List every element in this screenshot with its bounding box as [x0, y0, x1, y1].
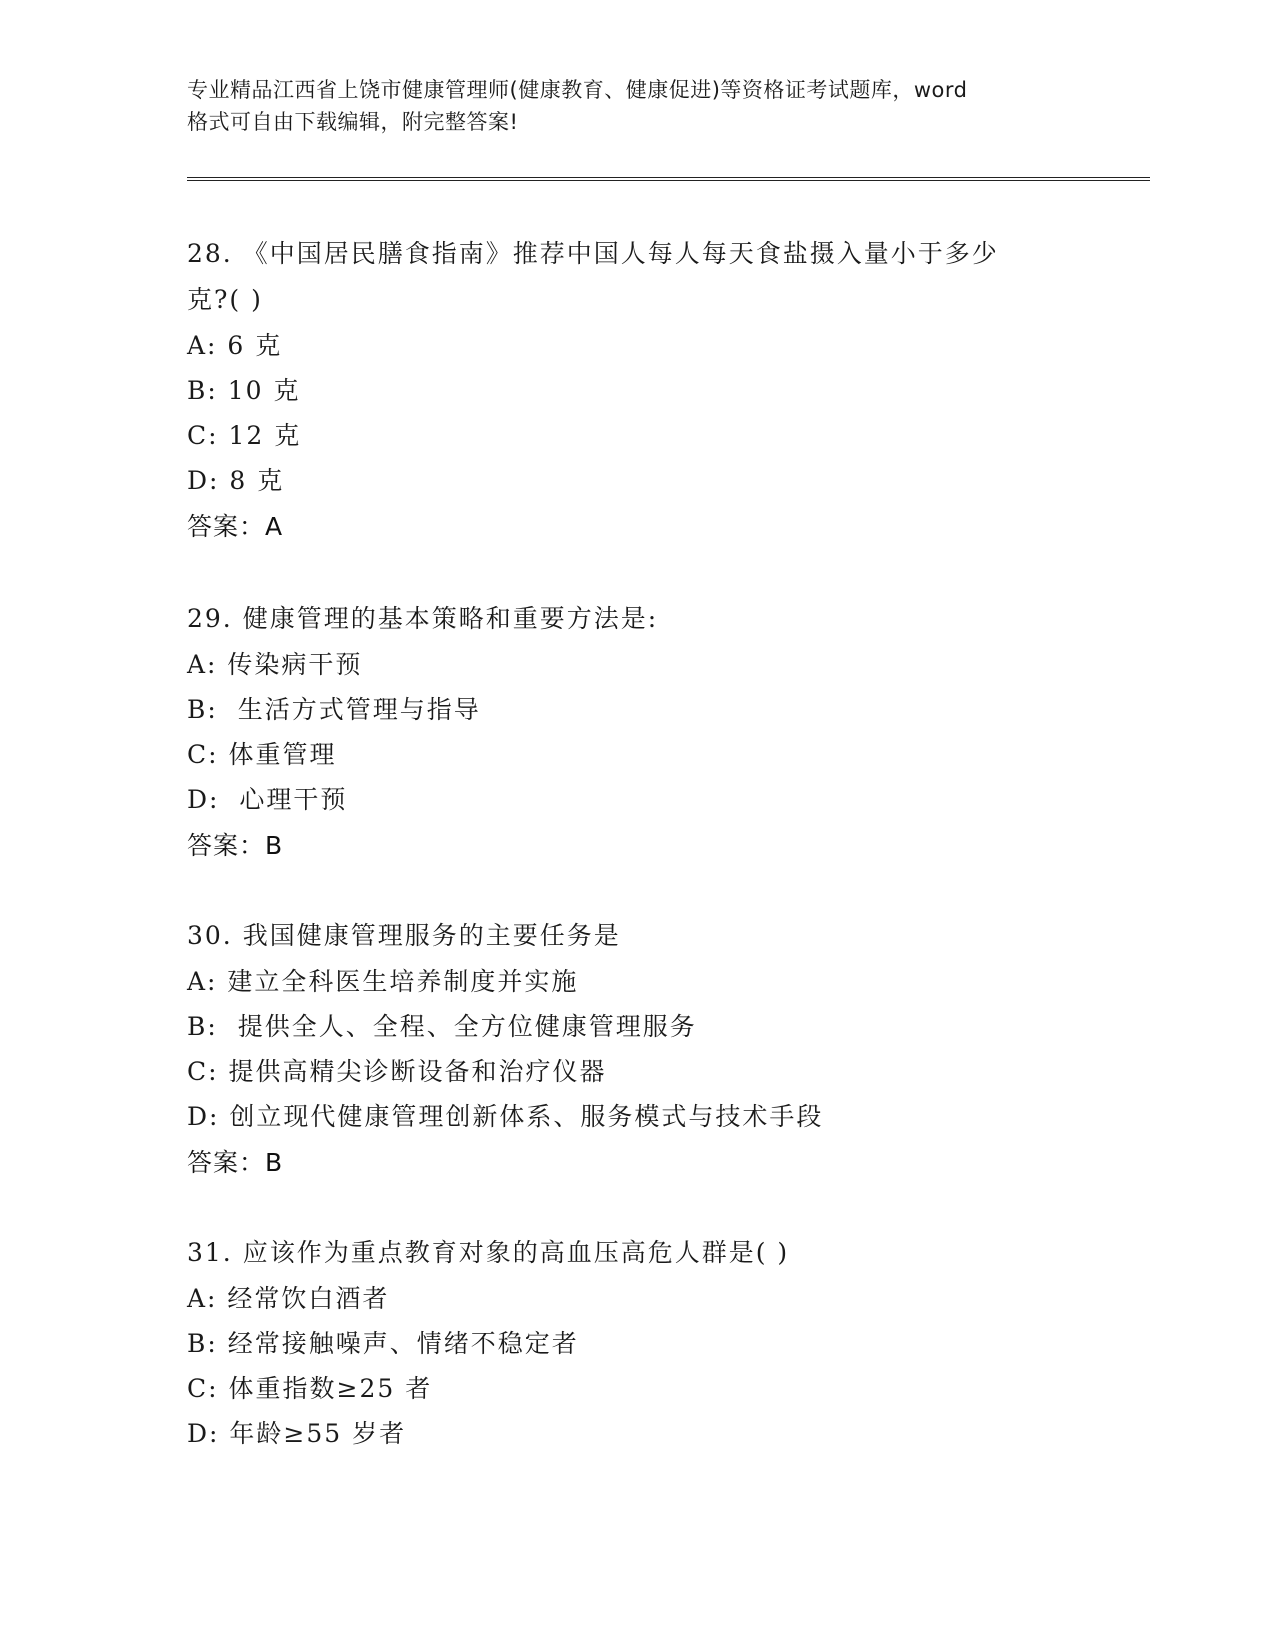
- question-31: [187, 1230, 1087, 1456]
- document-header: [187, 74, 1087, 138]
- header-double-rule: [187, 177, 1150, 181]
- option-b: B: 生活方式管理与指导: [187, 695, 481, 724]
- option-a: A: 6 克: [187, 331, 283, 360]
- option-b: B: 10 克: [187, 376, 301, 405]
- question-28: [187, 231, 1087, 551]
- option-c: C: 12 克: [187, 421, 302, 450]
- option-d: D: 8 克: [187, 466, 285, 495]
- option-c: C: 体重管理: [187, 740, 337, 769]
- question-stem: 29. 健康管理的基本策略和重要方法是:: [187, 604, 659, 633]
- option-b: B: 提供全人、全程、全方位健康管理服务: [187, 1012, 697, 1041]
- answer: 答案：A: [187, 512, 284, 541]
- option-c: C: 体重指数≥25 者: [187, 1374, 433, 1403]
- header-line-2: 格式可自由下载编辑，附完整答案!: [187, 110, 519, 134]
- option-a: A: 传染病干预: [187, 650, 363, 679]
- answer: 答案：B: [187, 1148, 284, 1177]
- question-29: [187, 596, 1087, 870]
- option-d: D: 年龄≥55 岁者: [187, 1419, 407, 1448]
- question-stem-continued: 克?( ): [187, 285, 263, 314]
- option-a: A: 建立全科医生培养制度并实施: [187, 967, 579, 996]
- question-30: [187, 913, 1087, 1187]
- option-b: B: 经常接触噪声、情绪不稳定者: [187, 1329, 579, 1358]
- option-d: D: 创立现代健康管理创新体系、服务模式与技术手段: [187, 1102, 824, 1131]
- question-stem: 28. 《中国居民膳食指南》推荐中国人每人每天食盐摄入量小于多少: [187, 239, 999, 268]
- option-d: D: 心理干预: [187, 785, 348, 814]
- answer: 答案：B: [187, 831, 284, 860]
- option-c: C: 提供高精尖诊断设备和治疗仪器: [187, 1057, 607, 1086]
- option-a: A: 经常饮白酒者: [187, 1284, 390, 1313]
- question-stem: 31. 应该作为重点教育对象的高血压高危人群是( ): [187, 1238, 790, 1267]
- header-line-1: 专业精品江西省上饶市健康管理师(健康教育、健康促进)等资格证考试题库，word: [187, 78, 968, 102]
- question-stem: 30. 我国健康管理服务的主要任务是: [187, 921, 621, 950]
